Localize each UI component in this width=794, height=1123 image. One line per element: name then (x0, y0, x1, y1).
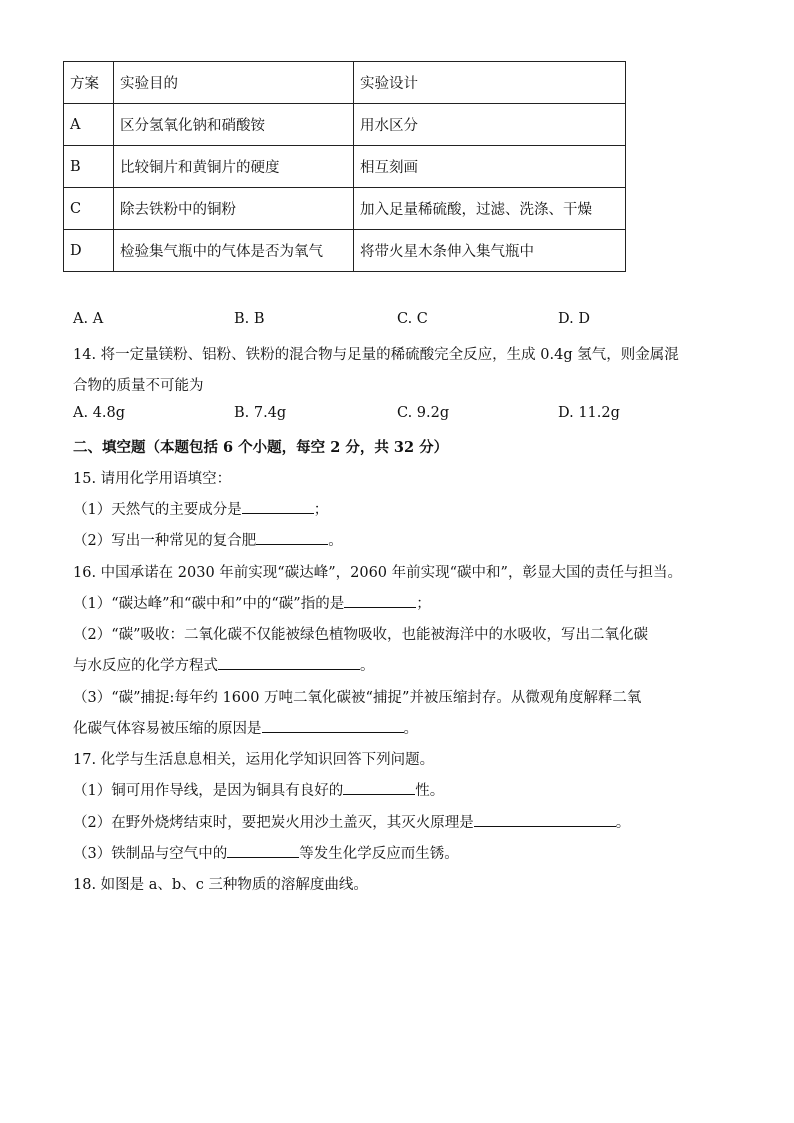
q13-option-b: B. B (234, 311, 265, 327)
q16-part2-line1: （2）“碳”吸收：二氧化碳不仅能被绿色植物吸收，也能被海洋中的水吸收，写出二氧化碳 (73, 627, 649, 643)
q17-part1-text: （1）铜可用作导线，是因为铜具有良好的 (73, 783, 344, 799)
q14-option-b: B. 7.4g (234, 405, 287, 421)
q17-stem: 17. 化学与生活息息相关，运用化学知识回答下列问题。 (73, 752, 435, 768)
table-header-cell: 方案 (64, 62, 114, 104)
table-cell: 比较铜片和黄铜片的硬度 (114, 146, 354, 188)
q16-part3-line2 (73, 717, 418, 738)
q13-option-a: A. A (73, 311, 104, 327)
q17-part2-text: （2）在野外烧烤结束时，要把炭火用沙土盖灭，其灭火原理是 (73, 815, 474, 831)
q15-part2-end: 。 (328, 533, 343, 549)
q15-part1-end: ； (313, 502, 329, 518)
q16-part3-line1: （3）“碳”捕捉:每年约 1600 万吨二氧化碳被“捕捉”并被压缩封存。从微观角度解释二氧 (73, 690, 642, 706)
q15-part1 (73, 498, 328, 519)
table-cell: A (64, 104, 114, 146)
q13-option-c: C. C (397, 311, 428, 327)
table-cell: 检验集气瓶中的气体是否为氧气 (114, 230, 354, 272)
table-cell: 加入足量稀硫酸，过滤、洗涤、干燥 (354, 188, 626, 230)
table-cell: 用水区分 (354, 104, 626, 146)
q15-stem: 15. 请用化学用语填空： (73, 471, 232, 487)
answer-blank[interactable] (344, 592, 416, 608)
table-header-cell: 实验目的 (114, 62, 354, 104)
q17-part2 (73, 811, 630, 832)
answer-blank[interactable] (242, 498, 314, 514)
answer-blank[interactable] (218, 654, 360, 670)
q13-option-d: D. D (558, 311, 590, 327)
table-row (64, 230, 626, 272)
q16-part1-end: ； (416, 596, 431, 612)
table-header-row (64, 62, 626, 104)
q18-stem: 18. 如图是 a、b、c 三种物质的溶解度曲线。 (73, 877, 368, 893)
q16-part3-text: 化碳气体容易被压缩的原因是 (73, 721, 262, 737)
q16-part1 (73, 592, 431, 613)
q17-part3 (73, 842, 459, 863)
answer-blank[interactable] (474, 811, 616, 827)
q15-part1-text: （1）天然气的主要成分是 (73, 502, 242, 518)
table-row (64, 104, 626, 146)
q16-part2-line2 (73, 654, 375, 675)
q17-part2-end: 。 (615, 815, 631, 831)
table-cell: 将带火星木条伸入集气瓶中 (354, 230, 626, 272)
q14-option-d: D. 11.2g (558, 405, 620, 421)
table-cell: 除去铁粉中的铜粉 (114, 188, 354, 230)
q17-part3-text: （3）铁制品与空气中的 (73, 846, 228, 862)
q15-part2-text: （2）写出一种常见的复合肥 (73, 533, 257, 549)
q17-part1-end: 性。 (415, 783, 445, 799)
table-cell: 相互刻画 (354, 146, 626, 188)
q16-part1-text: （1）“碳达峰”和“碳中和”中的“碳”指的是 (73, 596, 345, 612)
q14-option-a: A. 4.8g (73, 405, 126, 421)
answer-blank[interactable] (227, 842, 299, 858)
q17-part1 (73, 779, 444, 800)
q16-part2-end: 。 (360, 658, 375, 674)
q17-part3-end: 等发生化学反应而生锈。 (299, 846, 459, 862)
table-header-cell: 实验设计 (354, 62, 626, 104)
answer-blank[interactable] (343, 779, 415, 795)
table-cell: D (64, 230, 114, 272)
table-cell: B (64, 146, 114, 188)
q16-part2-text: 与水反应的化学方程式 (73, 658, 218, 674)
q14-stem-line2: 合物的质量不可能为 (73, 378, 204, 394)
table-row (64, 146, 626, 188)
experiment-table (63, 61, 626, 272)
q15-part2 (73, 529, 343, 550)
q16-part3-end: 。 (403, 721, 418, 737)
answer-blank[interactable] (262, 717, 404, 733)
q14-option-c: C. 9.2g (397, 405, 450, 421)
answer-blank[interactable] (256, 529, 328, 545)
section-heading: 二、填空题（本题包括 6 个小题，每空 2 分，共 32 分） (73, 439, 449, 456)
q16-stem: 16. 中国承诺在 2030 年前实现“碳达峰”，2060 年前实现“碳中和”，彰显大国的责任与担当。 (73, 565, 682, 581)
table-cell: 区分氢氧化钠和硝酸铵 (114, 104, 354, 146)
table-cell: C (64, 188, 114, 230)
table-row (64, 188, 626, 230)
q14-stem-line1: 14. 将一定量镁粉、铝粉、铁粉的混合物与足量的稀硫酸完全反应，生成 0.4g 氢气，则金属混 (73, 347, 679, 363)
